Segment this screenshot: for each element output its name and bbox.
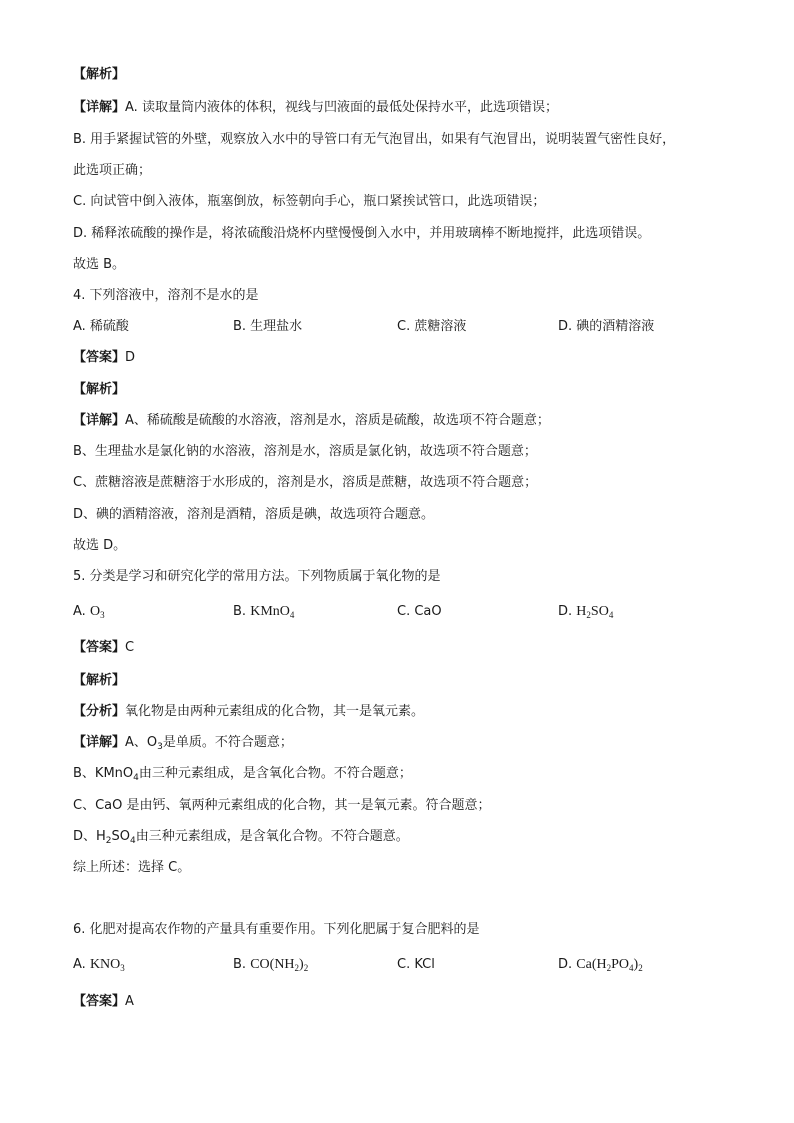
q4-option-a: A. 稀硫酸 bbox=[73, 319, 129, 334]
formula-h2so4: $H_2SO_4$ bbox=[576, 604, 614, 620]
q5-detail-c: C、CaO 是由钙、氧两种元素组成的化合物，其一是氧元素。符合题意； bbox=[73, 798, 491, 813]
formula-kno3: $KNO_3$ bbox=[89, 957, 125, 973]
detail-line-a bbox=[73, 99, 558, 117]
detail-pre: A、O bbox=[125, 735, 158, 750]
question-4: 4. 下列溶液中，溶剂不是水的是 bbox=[73, 288, 259, 303]
q4-detail-c: C、蔗糖溶液是蔗糖溶于水形成的，溶剂是水，溶质是蔗糖，故选项不符合题意； bbox=[73, 475, 538, 490]
q4-option-c: C. 蔗糖溶液 bbox=[397, 319, 467, 334]
question-5: 5. 分类是学习和研究化学的常用方法。下列物质属于氧化物的是 bbox=[73, 569, 441, 584]
q4-conclusion: 故选 D。 bbox=[73, 538, 127, 553]
q5-analysis-heading: 【解析】 bbox=[73, 673, 126, 688]
option-label: B. bbox=[233, 604, 247, 619]
formula-ca-h2po4: $Ca(H_2PO_4)_2$ bbox=[576, 957, 643, 973]
option-label: D. bbox=[558, 604, 573, 619]
q5-detail-a: 【详解】A、$O_3$是单质。不符合题意； bbox=[73, 735, 293, 752]
q6-option-c: C. KCl bbox=[397, 957, 435, 972]
answer-value: C bbox=[125, 640, 135, 655]
q4-detail-a bbox=[73, 412, 550, 430]
q5-option-a bbox=[73, 603, 105, 621]
detail-line-b2: 此选项正确； bbox=[73, 163, 152, 178]
q4-analysis-heading: 【解析】 bbox=[73, 382, 126, 397]
detail-tag: 【详解】 bbox=[73, 413, 126, 428]
q6-option-a bbox=[73, 956, 125, 974]
detail-line-b1: B. 用手紧握试管的外壁，观察放入水中的导管口有无气泡冒出，如果有气泡冒出，说明装置气密性良好， bbox=[73, 132, 676, 147]
answer-tag: 【答案】 bbox=[73, 350, 126, 365]
formula-urea: $CO(NH_2)_2$ bbox=[250, 957, 309, 973]
answer-value: D bbox=[125, 350, 136, 365]
formula-o3: $O_3$ bbox=[89, 604, 105, 620]
answer-tag: 【答案】 bbox=[73, 994, 126, 1009]
q4-answer bbox=[73, 349, 135, 367]
conclusion: 故选 B。 bbox=[73, 257, 126, 272]
q5-option-d bbox=[558, 603, 613, 621]
q5-answer bbox=[73, 639, 134, 657]
analysis-heading: 【解析】 bbox=[73, 67, 126, 82]
fenxi-text: 氧化物是由两种元素组成的化合物，其一是氧元素。 bbox=[125, 704, 425, 719]
q4-option-d: D. 碘的酒精溶液 bbox=[558, 319, 655, 334]
detail-text: A. 读取量筒内液体的体积，视线与凹液面的最低处保持水平，此选项错误； bbox=[125, 100, 558, 115]
option-label: A. bbox=[73, 957, 86, 972]
detail-tag: 【详解】 bbox=[73, 100, 126, 115]
q4-detail-b: B、生理盐水是氯化钠的水溶液，溶剂是水，溶质是氯化钠，故选项不符合题意； bbox=[73, 444, 537, 459]
detail-post: 由三种元素组成，是含氧化合物。不符合题意； bbox=[138, 766, 412, 781]
q4-option-b: B. 生理盐水 bbox=[233, 319, 303, 334]
option-label: A. bbox=[73, 604, 86, 619]
detail-post: 是单质。不符合题意； bbox=[162, 735, 293, 750]
question-6: 6. 化肥对提高农作物的产量具有重要作用。下列化肥属于复合肥料的是 bbox=[73, 922, 480, 937]
detail-line-c: C. 向试管中倒入液体，瓶塞倒放，标签朝向手心，瓶口紧挨试管口，此选项错误； bbox=[73, 194, 546, 209]
detail-mid: SO bbox=[111, 829, 131, 844]
detail-text: A、稀硫酸是硫酸的水溶液，溶剂是水，溶质是硫酸，故选项不符合题意； bbox=[125, 413, 550, 428]
q5-detail-b: B、KMnO$_4$由三种元素组成，是含氧化合物。不符合题意； bbox=[73, 766, 412, 783]
detail-tag: 【详解】 bbox=[73, 735, 126, 750]
answer-tag: 【答案】 bbox=[73, 640, 126, 655]
option-label: D. bbox=[558, 957, 573, 972]
detail-post: 由三种元素组成，是含氧化合物。不符合题意。 bbox=[135, 829, 409, 844]
q5-option-c: C. CaO bbox=[397, 604, 442, 619]
q6-answer bbox=[73, 993, 134, 1011]
q6-option-b bbox=[233, 956, 308, 974]
detail-pre: B、KMnO bbox=[73, 766, 134, 781]
option-label: B. bbox=[233, 957, 247, 972]
q5-fenxi bbox=[73, 703, 424, 721]
detail-pre: D、H bbox=[73, 829, 106, 844]
fenxi-tag: 【分析】 bbox=[73, 704, 126, 719]
q4-detail-d: D、碘的酒精溶液，溶剂是酒精，溶质是碘，故选项符合题意。 bbox=[73, 507, 435, 522]
q5-option-b bbox=[233, 603, 294, 621]
q6-option-d bbox=[558, 956, 643, 974]
answer-value: A bbox=[125, 994, 134, 1009]
q5-detail-d: D、$H_2SO_4$由三种元素组成，是含氧化合物。不符合题意。 bbox=[73, 829, 409, 846]
q5-conclusion: 综上所述：选择 C。 bbox=[73, 860, 191, 875]
formula-kmno4: KMnO$_4$ bbox=[250, 604, 295, 620]
detail-line-d: D. 稀释浓硫酸的操作是，将浓硫酸沿烧杯内壁慢慢倒入水中，并用玻璃棒不断地搅拌，此选项错误。 bbox=[73, 226, 651, 241]
